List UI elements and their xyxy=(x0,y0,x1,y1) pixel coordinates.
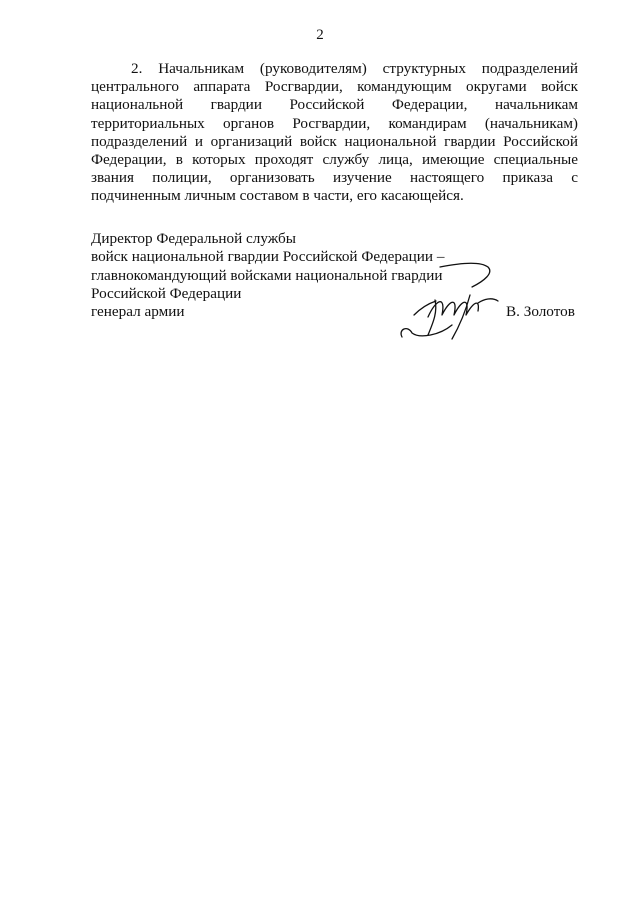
page-number: 2 xyxy=(316,27,324,43)
handwritten-signature-icon xyxy=(380,255,505,350)
signatory-title-line: войск национальной гвардии Российской Федерации – xyxy=(91,248,445,266)
signatory-rank: генерал армии xyxy=(91,303,185,321)
paragraph-line: Федерации, в которых проходят службу лица, имеющие специальные xyxy=(91,151,578,169)
signatory-name: В. Золотов xyxy=(506,303,575,320)
paragraph-line: подчиненным личным составом в части, его касающейся. xyxy=(91,187,464,205)
signatory-title-line: главнокомандующий войсками национальной гвардии xyxy=(91,266,443,284)
paragraph-line: подразделений и организаций войск национальной гвардии Российской xyxy=(91,132,578,150)
paragraph-line: 2. Начальникам (руководителям) структурных подразделений xyxy=(131,60,578,77)
paragraph-line: звания полиции, организовать изучение настоящего приказа с xyxy=(91,169,578,187)
paragraph-line: территориальных органов Росгвардии, командирам (начальникам) xyxy=(91,114,578,132)
order-paragraph xyxy=(91,60,578,206)
paragraph-line: национальной гвардии Российской Федерации, начальникам xyxy=(91,96,578,114)
paragraph-line: центрального аппарата Росгвардии, командующим округами войск xyxy=(91,78,578,96)
signatory-title-line: Директор Федеральной службы xyxy=(91,230,296,247)
signatory-title-line: Российской Федерации xyxy=(91,284,242,302)
